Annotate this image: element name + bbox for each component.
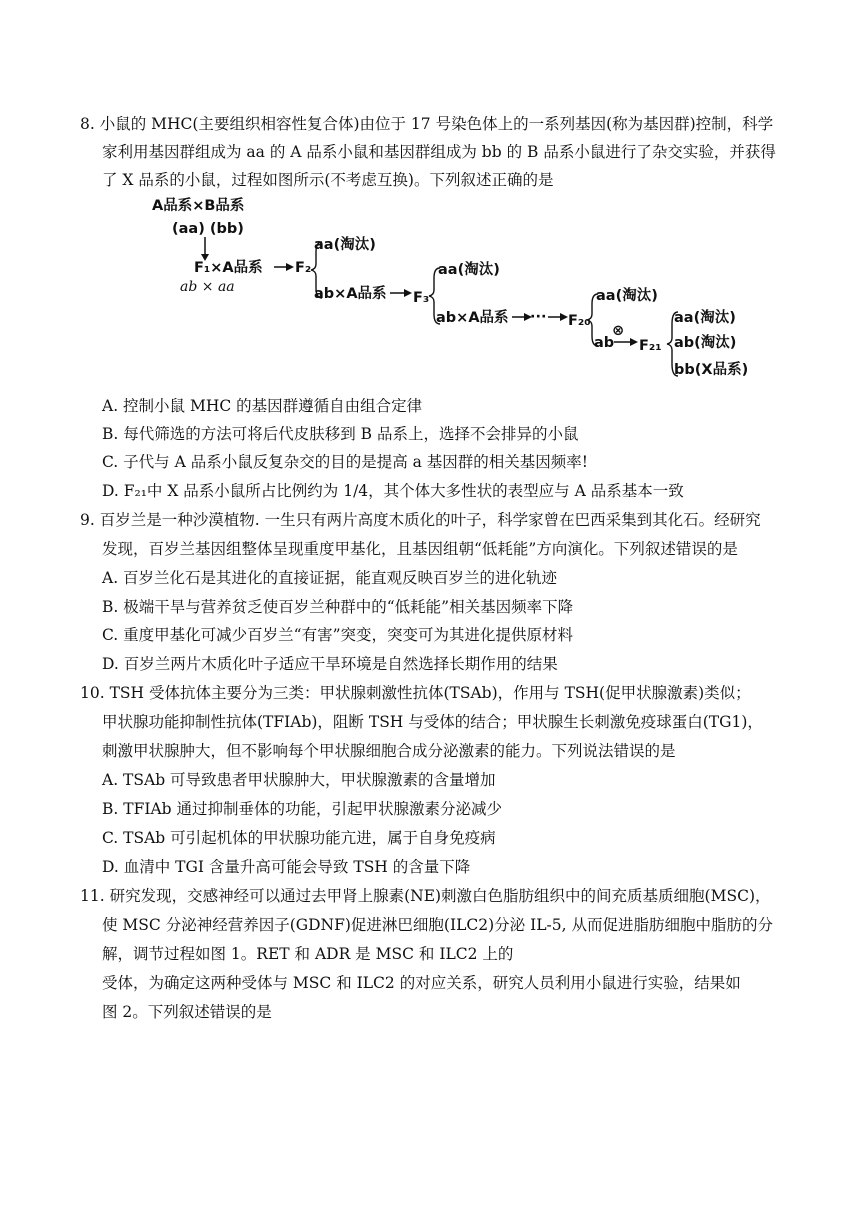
- q9-option-a: A. 百岁兰化石是其进化的直接证据，能直观反映百岁兰的进化轨迹: [102, 569, 558, 587]
- diagram-arrowhead-4: [560, 313, 568, 321]
- q10-line-3: 刺激甲状腺肿大，但不影响每个甲状腺细胞合成分泌激素的能力。下列说法错误的是: [102, 742, 676, 760]
- q9-option-c: C. 重度甲基化可减少百岁兰“有害”突变，突变可为其进化提供原材料: [102, 626, 574, 644]
- diagram-f20: F₂₀: [568, 313, 591, 329]
- diagram-f1: F₁×A品系: [194, 260, 263, 276]
- q9-option-b: B. 极端干旱与营养贫乏使百岁兰种群中的“低耗能”相关基因频率下降: [102, 598, 574, 616]
- q8-option-c: C. 子代与 A 品系小鼠反复杂交的目的是提高 a 基因群的相关基因频率!: [102, 453, 589, 471]
- diagram-cross: A品系×B品系: [152, 198, 245, 214]
- q10-option-d: D. 血清中 TGI 含量升高可能会导致 TSH 的含量下降: [102, 858, 471, 876]
- diagram-ellipsis: ···: [530, 309, 547, 325]
- q11-line-4: 受体，为确定这两种受体与 MSC 和 ILC2 的对应关系，研究人员利用小鼠进行实验，结果如: [102, 974, 741, 992]
- q8-option-b: B. 每代筛选的方法可将后代皮肤移到 B 品系上，选择不会排异的小鼠: [102, 425, 579, 443]
- diagram-f2: F₂: [295, 260, 312, 276]
- q9-line-2: 发现，百岁兰基因组整体呈现重度甲基化，且基因组朝“低耗能”方向演化。下列叙述错误的是: [102, 540, 738, 558]
- diagram-selfing-symbol: ⊗: [612, 323, 625, 339]
- q10-option-c: C. TSAb 可引起机体的甲状腺功能亢进，属于自身免疫病: [102, 829, 496, 847]
- q10-option-b: B. TFIAb 通过抑制垂体的功能，引起甲状腺激素分泌减少: [102, 800, 503, 818]
- diagram-arrowhead-1: [286, 263, 294, 271]
- diagram-arrowhead-2: [404, 289, 412, 297]
- diagram-f21-eliminated-aa: aa(淘汰): [674, 310, 736, 326]
- q8-line-2: 家利用基因群组成为 aa 的 A 品系小鼠和基因群组成为 bb 的 B 品系小鼠进行了杂交实验，并获得: [102, 143, 776, 161]
- q10-line-1: 10. TSH 受体抗体主要分为三类：甲状腺刺激性抗体(TSAb)，作用与 TSH(促甲状腺激素)类似；: [80, 684, 751, 702]
- q9-line-1: 9. 百岁兰是一种沙漠植物. 一生只有两片高度木质化的叶子，科学家曾在巴西采集到其化石。经研究: [80, 511, 761, 529]
- q9-option-d: D. 百岁兰两片木质化叶子适应干旱环境是自然选择长期作用的结果: [102, 655, 558, 673]
- q8-option-d: D. F₂₁中 X 品系小鼠所占比例约为 1/4，其个体大多性状的表型应与 A 品系基本一致: [102, 482, 684, 500]
- crossing-diagram: [150, 194, 760, 384]
- diagram-f2-eliminated: aa(淘汰): [314, 237, 376, 253]
- diagram-f3: F₃: [413, 290, 430, 306]
- q11-line-3: 解，调节过程如图 1。RET 和 ADR 是 MSC 和 ILC2 上的: [102, 945, 514, 963]
- diagram-f21: F₂₁: [639, 338, 662, 354]
- diagram-f3-eliminated: aa(淘汰): [438, 262, 500, 278]
- q11-line-2: 使 MSC 分泌神经营养因子(GDNF)促进淋巴细胞(ILC2)分泌 IL-5, 从而促进脂肪细胞中脂肪的分: [102, 916, 773, 934]
- q8-option-a: A. 控制小鼠 MHC 的基因群遵循自由组合定律: [102, 397, 423, 415]
- q11-line-1: 11. 研究发现，交感神经可以通过去甲肾上腺素(NE)刺激白色脂肪组织中的间充质基质细胞(MSC)，: [80, 887, 771, 905]
- q8-line-3: 了 X 品系的小鼠，过程如图所示(不考虑互换)。下列叙述正确的是: [102, 171, 554, 189]
- diagram-f3-keep: ab×A品系: [436, 310, 509, 326]
- diagram-parents: (aa) (bb): [172, 221, 244, 237]
- diagram-f2-keep: ab×A品系: [314, 286, 387, 302]
- diagram-f20-keep: ab: [594, 335, 615, 351]
- diagram-f21-x-strain: bb(X品系): [674, 362, 749, 378]
- diagram-f20-eliminated: aa(淘汰): [596, 288, 658, 304]
- q10-line-2: 甲状腺功能抑制性抗体(TFIAb)，阻断 TSH 与受体的结合；甲状腺生长刺激免疫球蛋白(TG1)，: [102, 713, 763, 731]
- diagram-f21-eliminated-ab: ab(淘汰): [674, 335, 737, 351]
- q11-line-5: 图 2。下列叙述错误的是: [102, 1003, 272, 1021]
- diagram-arrowhead-5: [630, 338, 638, 346]
- diagram-f1-handwriting: ab × aa: [180, 279, 235, 295]
- q10-option-a: A. TSAb 可导致患者甲状腺肿大，甲状腺激素的含量增加: [102, 771, 496, 789]
- q8-line-1: 8. 小鼠的 MHC(主要组织相容性复合体)由位于 17 号染色体上的一系列基因(称为基因群)控制，科学: [80, 115, 774, 133]
